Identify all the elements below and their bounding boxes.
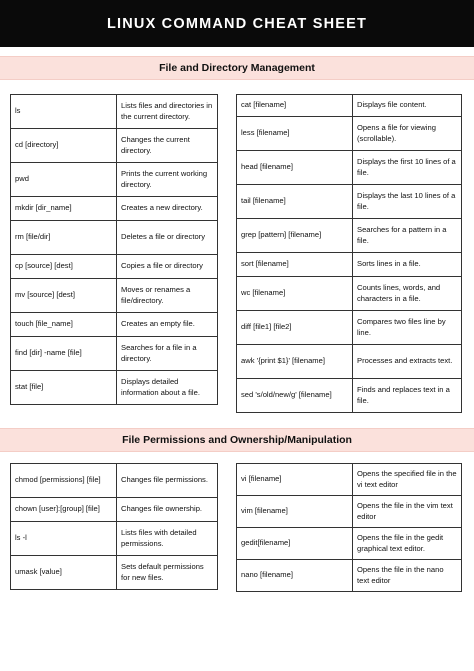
command-cell: touch [file_name] xyxy=(11,313,117,337)
permissions-table-left xyxy=(10,463,218,590)
description-cell: Displays the last 10 lines of a file. xyxy=(353,185,462,219)
command-cell: chown [user]:[group] [file] xyxy=(11,498,117,522)
table-row xyxy=(11,313,218,337)
description-cell: Lists files and directories in the current directory. xyxy=(117,95,218,129)
table-row xyxy=(237,379,462,413)
section-heading-permissions: File Permissions and Ownership/Manipulation xyxy=(0,428,474,452)
command-cell: ls -l xyxy=(11,522,117,556)
description-cell: Opens the file in the nano text editor xyxy=(353,560,462,592)
description-cell: Prints the current working directory. xyxy=(117,163,218,197)
command-cell: gedit[filename] xyxy=(237,528,353,560)
description-cell: Creates a new directory. xyxy=(117,197,218,221)
description-cell: Changes file ownership. xyxy=(117,498,218,522)
table-row xyxy=(237,95,462,117)
table-row xyxy=(237,311,462,345)
description-cell: Displays file content. xyxy=(353,95,462,117)
table-row xyxy=(11,371,218,405)
file-directory-table-right xyxy=(236,94,462,413)
description-cell: Sorts lines in a file. xyxy=(353,253,462,277)
command-cell: find [dir] -name [file] xyxy=(11,337,117,371)
command-cell: cp [source] [dest] xyxy=(11,255,117,279)
command-cell: sed 's/old/new/g' [filename] xyxy=(237,379,353,413)
description-cell: Opens a file for viewing (scrollable). xyxy=(353,117,462,151)
table-row xyxy=(11,556,218,590)
table-row xyxy=(11,95,218,129)
description-cell: Finds and replaces text in a file. xyxy=(353,379,462,413)
page-title: LINUX COMMAND CHEAT SHEET xyxy=(0,0,474,47)
table-row xyxy=(11,221,218,255)
table-row xyxy=(237,219,462,253)
description-cell: Searches for a file in a directory. xyxy=(117,337,218,371)
description-cell: Counts lines, words, and characters in a file. xyxy=(353,277,462,311)
command-cell: grep [pattern] [filename] xyxy=(237,219,353,253)
description-cell: Displays the first 10 lines of a file. xyxy=(353,151,462,185)
table-row xyxy=(11,498,218,522)
description-cell: Processes and extracts text. xyxy=(353,345,462,379)
table-row xyxy=(11,337,218,371)
description-cell: Lists files with detailed permissions. xyxy=(117,522,218,556)
command-cell: mkdir [dir_name] xyxy=(11,197,117,221)
description-cell: Copies a file or directory xyxy=(117,255,218,279)
command-cell: less [filename] xyxy=(237,117,353,151)
command-cell: cat [filename] xyxy=(237,95,353,117)
table-row xyxy=(237,151,462,185)
description-cell: Opens the file in the vim text editor xyxy=(353,496,462,528)
command-cell: cd [directory] xyxy=(11,129,117,163)
description-cell: Displays detailed information about a file. xyxy=(117,371,218,405)
table-row xyxy=(237,496,462,528)
table-row xyxy=(11,129,218,163)
table-row xyxy=(11,279,218,313)
command-cell: chmod [permissions] [file] xyxy=(11,464,117,498)
table-row xyxy=(11,163,218,197)
section-heading-file-directory: File and Directory Management xyxy=(0,56,474,80)
table-row xyxy=(11,522,218,556)
command-cell: wc [filename] xyxy=(237,277,353,311)
command-cell: stat [file] xyxy=(11,371,117,405)
table-row xyxy=(237,345,462,379)
table-row xyxy=(11,464,218,498)
command-cell: tail [filename] xyxy=(237,185,353,219)
table-row xyxy=(237,117,462,151)
description-cell: Sets default permissions for new files. xyxy=(117,556,218,590)
description-cell: Opens the file in the gedit graphical text editor. xyxy=(353,528,462,560)
description-cell: Deletes a file or directory xyxy=(117,221,218,255)
permissions-table-right xyxy=(236,463,462,592)
description-cell: Creates an empty file. xyxy=(117,313,218,337)
command-cell: vim [filename] xyxy=(237,496,353,528)
table-row xyxy=(11,255,218,279)
table-row xyxy=(237,560,462,592)
description-cell: Changes file permissions. xyxy=(117,464,218,498)
command-cell: pwd xyxy=(11,163,117,197)
table-row xyxy=(237,185,462,219)
description-cell: Changes the current directory. xyxy=(117,129,218,163)
table-row xyxy=(11,197,218,221)
description-cell: Compares two files line by line. xyxy=(353,311,462,345)
file-directory-table-left xyxy=(10,94,218,405)
command-cell: sort [filename] xyxy=(237,253,353,277)
command-cell: head [filename] xyxy=(237,151,353,185)
description-cell: Opens the specified file in the vi text editor xyxy=(353,464,462,496)
command-cell: mv [source] [dest] xyxy=(11,279,117,313)
table-row xyxy=(237,277,462,311)
command-cell: diff [file1] [file2] xyxy=(237,311,353,345)
command-cell: nano [filename] xyxy=(237,560,353,592)
command-cell: umask [value] xyxy=(11,556,117,590)
table-row xyxy=(237,528,462,560)
command-cell: rm [file/dir] xyxy=(11,221,117,255)
command-cell: awk '{print $1}' [filename] xyxy=(237,345,353,379)
command-cell: ls xyxy=(11,95,117,129)
description-cell: Moves or renames a file/directory. xyxy=(117,279,218,313)
table-row xyxy=(237,464,462,496)
description-cell: Searches for a pattern in a file. xyxy=(353,219,462,253)
command-cell: vi [filename] xyxy=(237,464,353,496)
table-row xyxy=(237,253,462,277)
